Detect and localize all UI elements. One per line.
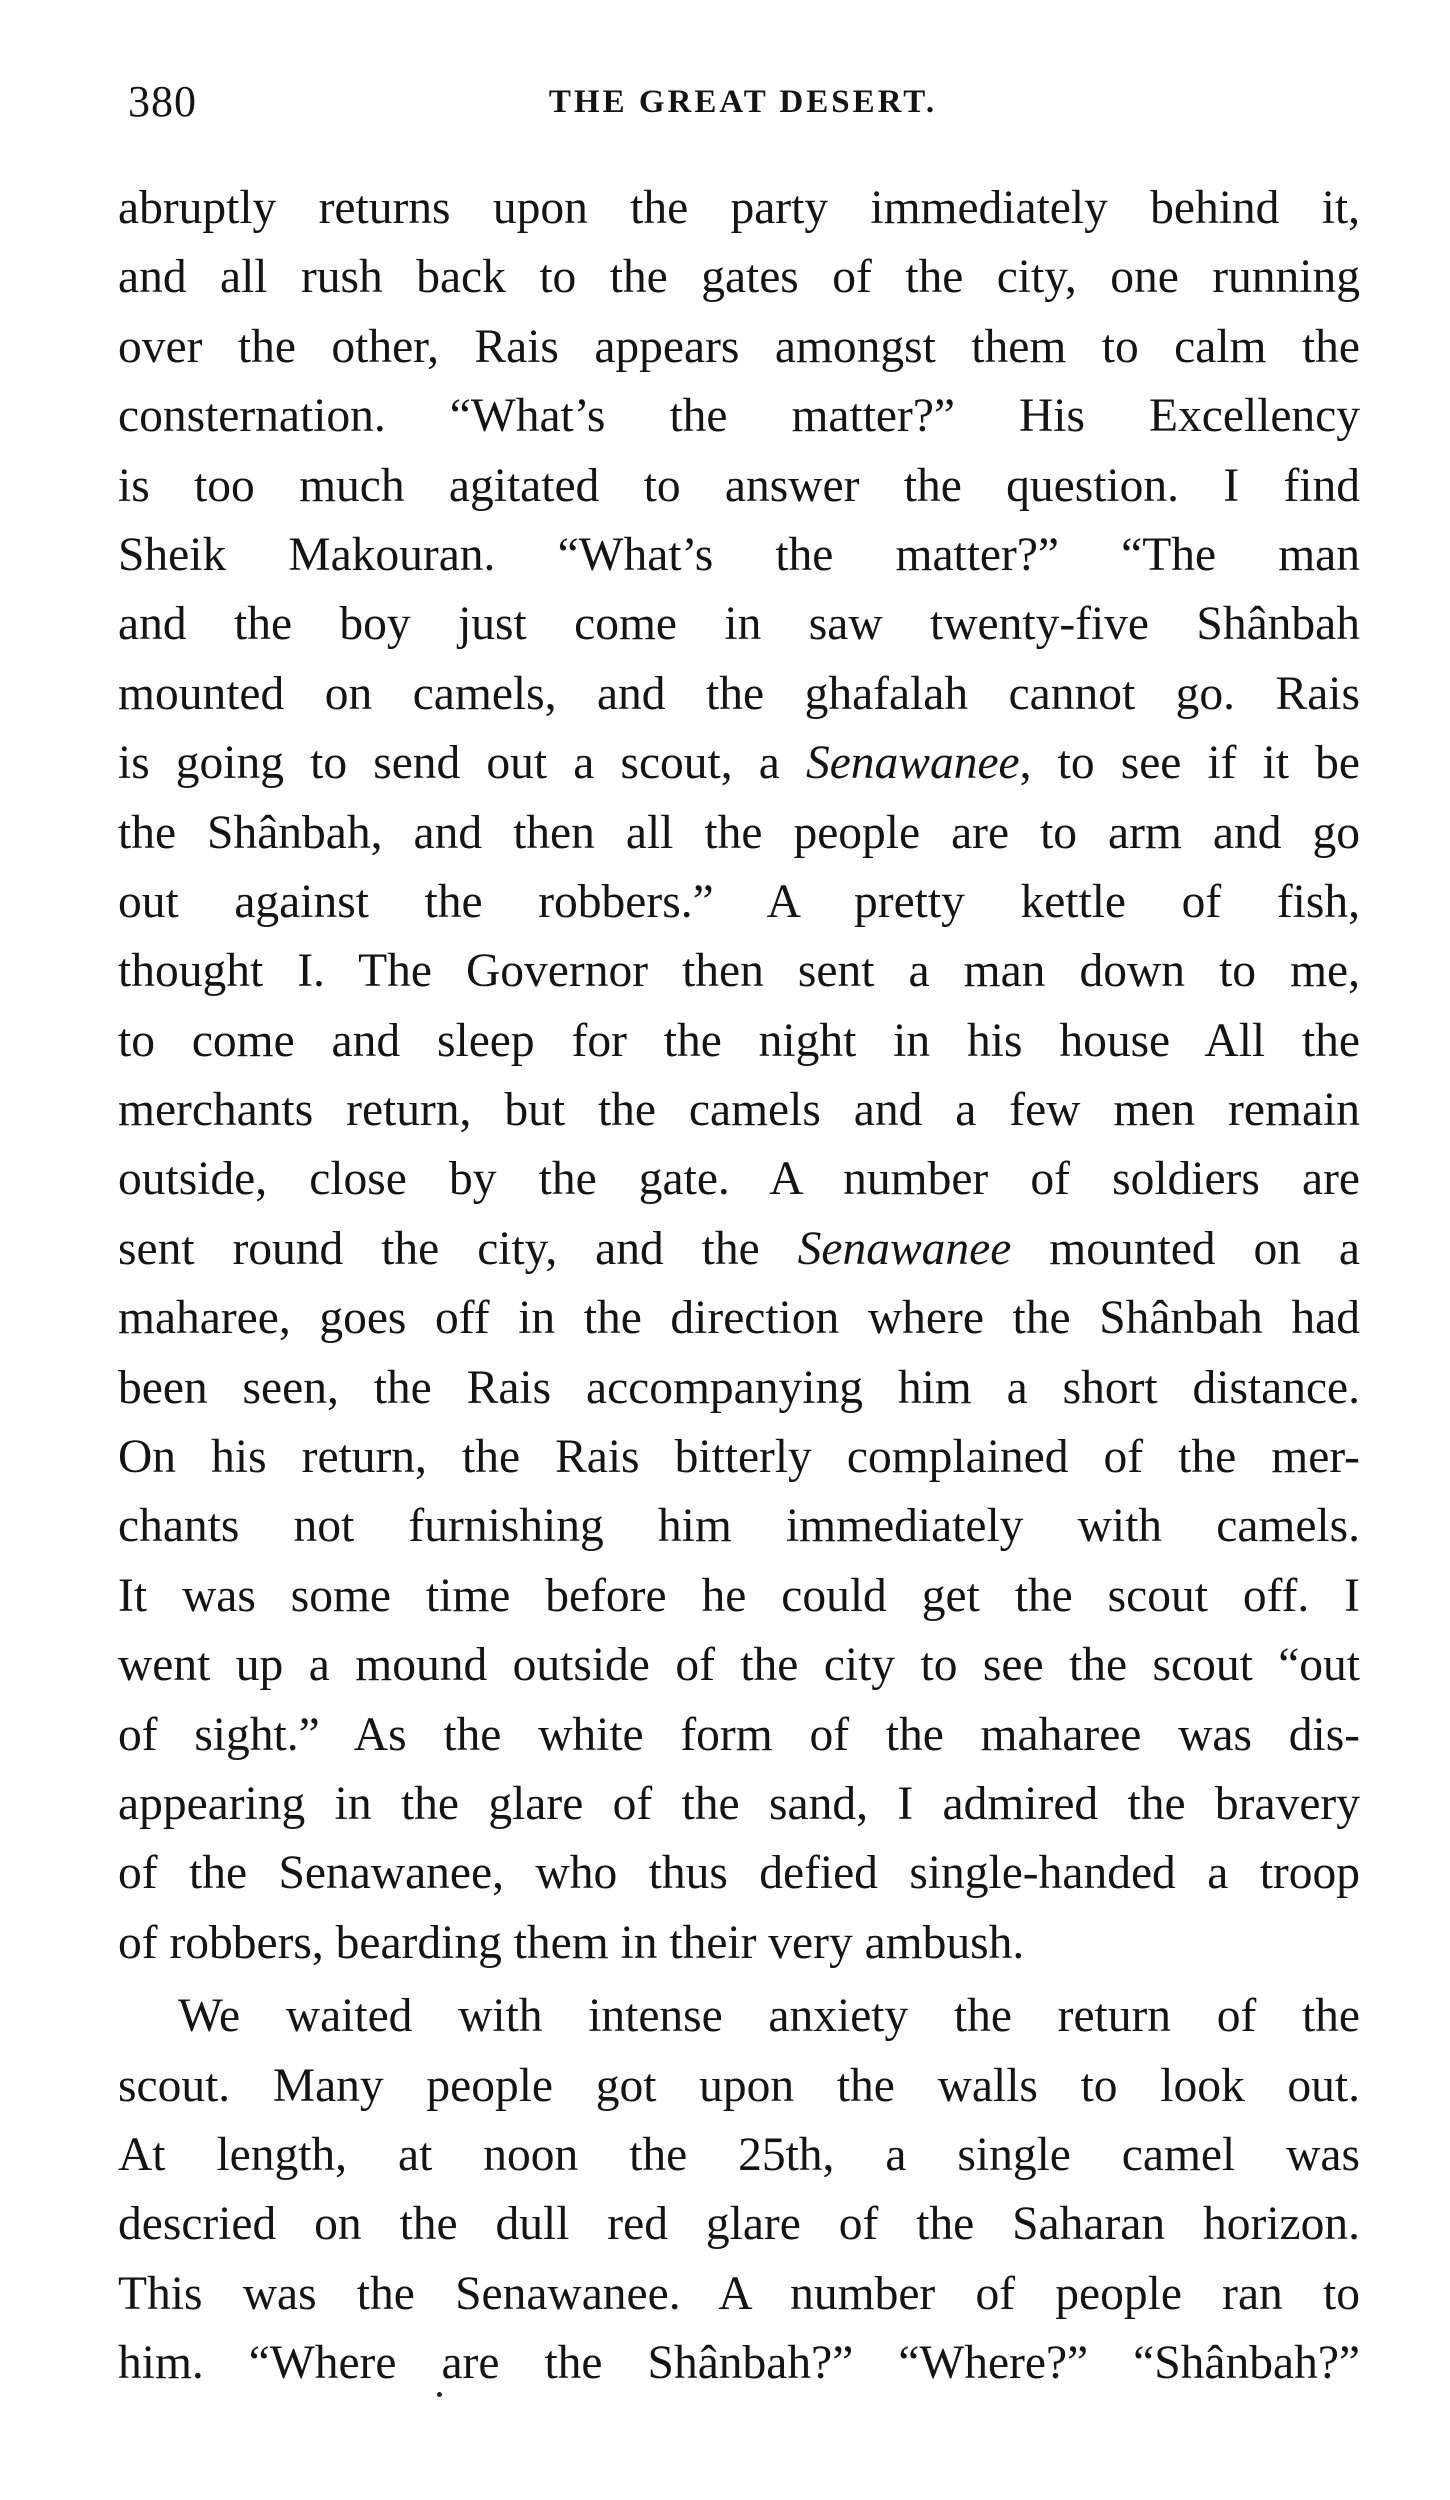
text-line: chants not furnishing him immediately with camels. — [118, 1500, 1360, 1553]
text-line: scout. Many people got upon the walls to look out. — [118, 2059, 1360, 2112]
text-line: sent round the city, and the Senawanee mounted on a — [118, 1222, 1361, 1275]
body-text — [118, 174, 1360, 2399]
text-line: merchants return, but the camels and a few men remain — [118, 1084, 1360, 1137]
text-line: him. “Where are the Shânbah?” “Where?” “Shânbah?” — [118, 2337, 1360, 2390]
text-line: is too much agitated to answer the question. I find — [118, 459, 1360, 512]
text-line: abruptly returns upon the party immediately behind it, — [118, 182, 1360, 234]
italic-term: Senawanee — [805, 737, 1020, 790]
paragraph-2 — [118, 1982, 1360, 2398]
print-speck — [437, 2392, 442, 2397]
text-line: outside, close by the gate. A number of soldiers are — [118, 1153, 1360, 1206]
text-line: This was the Senawanee. A number of people ran to — [118, 2267, 1360, 2320]
text-line: thought I. The Governor then sent a man down to me, — [118, 945, 1360, 998]
text-line: appearing in the glare of the sand, I admired the bravery — [118, 1777, 1360, 1830]
text-line: went up a mound outside of the city to see the scout “out — [118, 1639, 1360, 1692]
text-line: descried on the dull red glare of the Saharan horizon. — [118, 2198, 1360, 2251]
text-line: At length, at noon the 25th, a single camel was — [118, 2128, 1360, 2181]
text-line: and the boy just come in saw twenty-five Shânbah — [118, 598, 1360, 651]
paragraph-1 — [118, 174, 1360, 1978]
text-line: We waited with intense anxiety the return of the — [178, 1990, 1360, 2043]
text-line: the Shânbah, and then all the people are to arm and go — [118, 806, 1360, 859]
text-line: of robbers, bearding them in their very ambush. — [118, 1916, 1025, 1969]
text-line: It was some time before he could get the scout off. I — [118, 1569, 1360, 1622]
text-line: and all rush back to the gates of the city, one running — [118, 251, 1360, 304]
text-line: been seen, the Rais accompanying him a short distance. — [118, 1361, 1360, 1414]
text-line: On his return, the Rais bitterly complained of the mer- — [118, 1431, 1360, 1484]
text-line: maharee, goes off in the direction where the Shânbah had — [118, 1292, 1360, 1345]
text-line: is going to send out a scout, a Senawanee, to see if it be — [118, 737, 1360, 790]
text-line: over the other, Rais appears amongst them to calm the — [118, 320, 1360, 373]
text-line: of sight.” As the white form of the maharee was dis- — [118, 1708, 1360, 1761]
page-header — [128, 76, 1358, 136]
running-title: THE GREAT DESERT. — [548, 84, 938, 120]
text-line: to come and sleep for the night in his house All the — [118, 1014, 1360, 1067]
text-line: Sheik Makouran. “What’s the matter?” “The man — [118, 528, 1360, 581]
text-line: out against the robbers.” A pretty kettle of fish, — [118, 875, 1360, 928]
page-number: 380 — [128, 77, 197, 126]
italic-term: Senawanee — [797, 1222, 1012, 1275]
text-line: of the Senawanee, who thus defied single-handed a troop — [118, 1847, 1360, 1900]
text-line: consternation. “What’s the matter?” His Excellency — [118, 390, 1360, 443]
text-line: mounted on camels, and the ghafalah cannot go. Rais — [118, 667, 1360, 720]
